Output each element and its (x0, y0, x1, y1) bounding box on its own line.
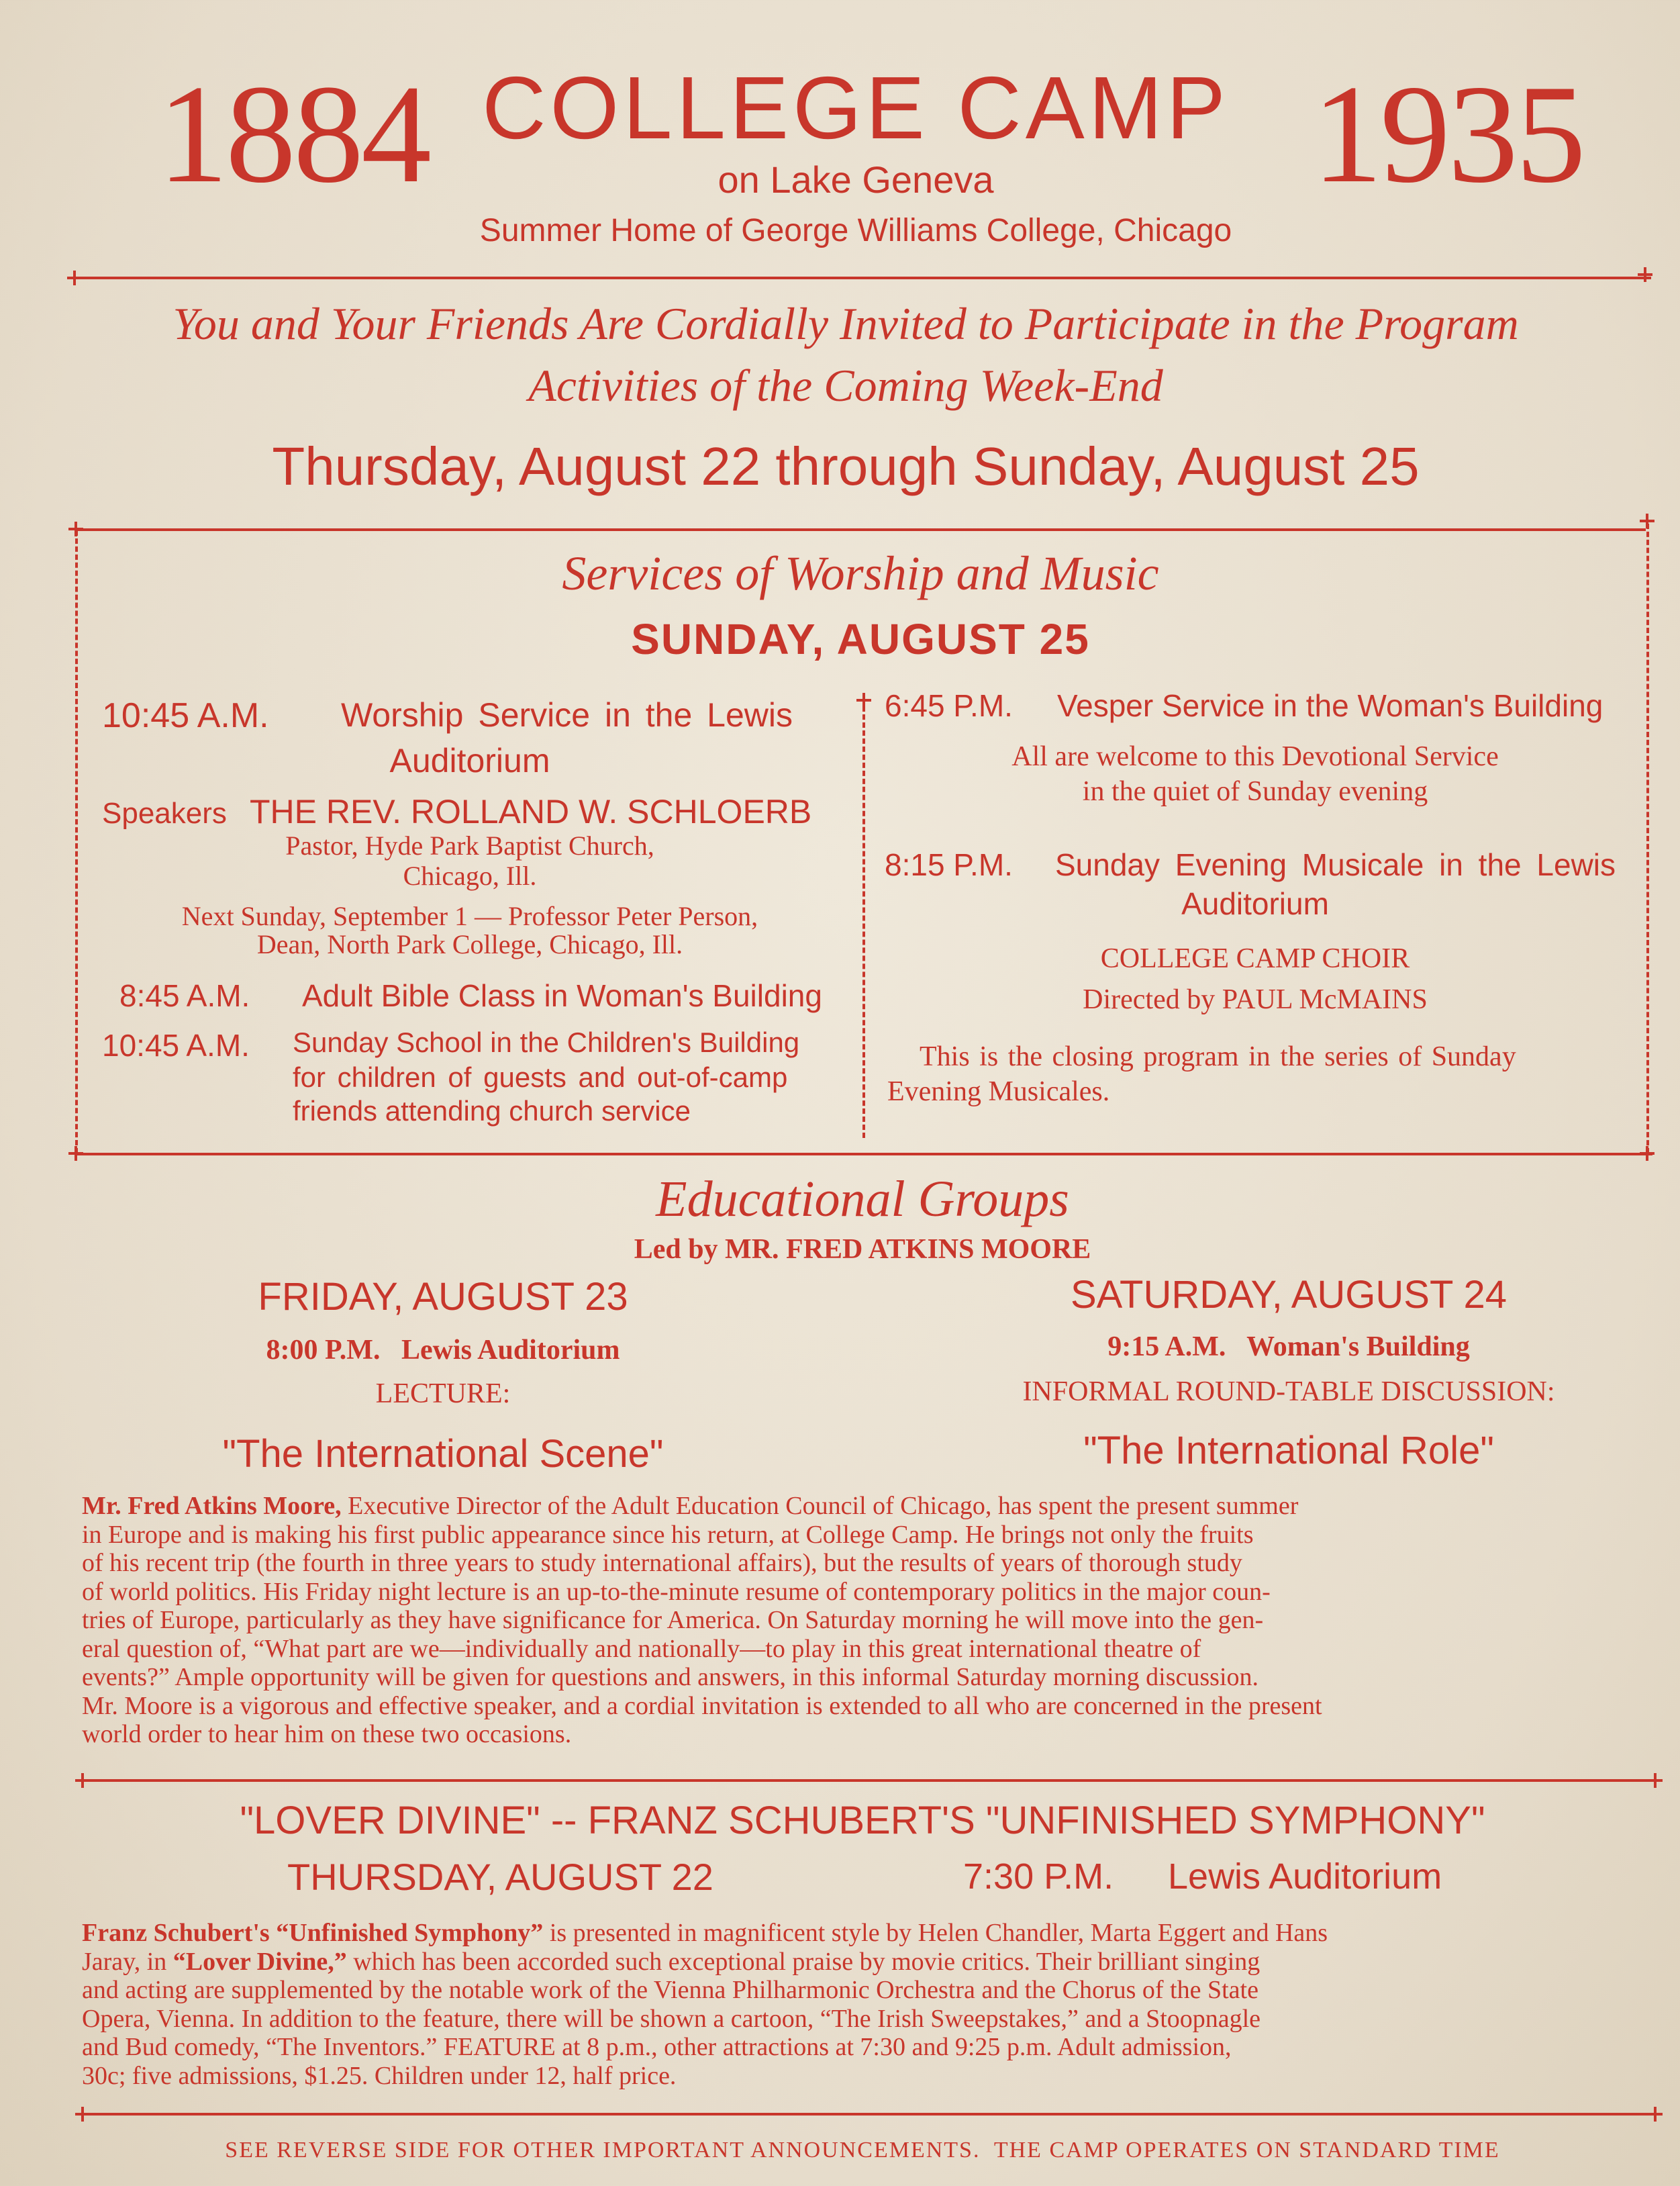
worship-title-3b: for children of guests and out-of-camp (293, 1061, 788, 1093)
education-para-lead: Mr. Fred Atkins Moore, (82, 1492, 342, 1520)
divider-ornament (1648, 2107, 1663, 2122)
worship-heading: Services of Worship and Music (562, 546, 1159, 600)
education-para-line: of his recent trip (the fourth in three years to study international affairs), but the results of years of thorough study (82, 1549, 1242, 1577)
film-para-lead: Franz Schubert's “Unfinished Symphony” (82, 1919, 544, 1947)
education-para-line: events?” Ample opportunity will be given for questions and answers, in this informal Saturday morning discussion. (82, 1663, 1259, 1691)
education-para-line: of world politics. His Friday night lecture is an up-to-the-minute resume of contemporary politics in the major coun- (82, 1577, 1271, 1606)
film-para-bold: “Lover Divine,” (172, 1947, 347, 1976)
column-divider (862, 698, 865, 1138)
event-dates: Thursday, August 22 through Sunday, August 25 (272, 436, 1420, 496)
film-para-line: is presented in magnificent style by Helen Chandler, Marta Eggert and Hans (543, 1919, 1328, 1947)
worship-title-2: Adult Bible Class in Woman's Building (302, 978, 822, 1013)
worship-title-1b: Auditorium (389, 742, 550, 779)
worship-day: SUNDAY, AUGUST 25 (631, 615, 1090, 663)
film-para-line: which has been accorded such exceptional praise by movie critics. Their brilliant singing (346, 1947, 1261, 1976)
speaker-role-2: Chicago, Ill. (403, 861, 537, 891)
speaker-role-1: Pastor, Hyde Park Baptist Church, (285, 830, 654, 861)
divider-ornament (75, 1773, 90, 1788)
education-para-line: Mr. Moore is a vigorous and effective speaker, and a cordial invitation is extended to all who are concerned in the present (82, 1691, 1322, 1720)
invite-line-1: You and Your Friends Are Cordially Invited to Participate in the Program (172, 298, 1519, 349)
closing-note-1: This is the closing program in the series of Sunday (920, 1041, 1516, 1072)
vesper-note-2: in the quiet of Sunday evening (1082, 776, 1428, 807)
friday-kind: LECTURE: (375, 1378, 511, 1409)
divider-ornament (75, 2107, 90, 2122)
speakers-label: Speakers (102, 797, 227, 830)
divider-bottom (82, 2113, 1656, 2116)
vesper-time: 6:45 P.M. (885, 688, 1013, 723)
film-para-line: and Bud comedy, “The Inventors.” FEATURE at 8 p.m., other attractions at 7:30 and 9:25 p.m. Adult admission, (82, 2033, 1232, 2061)
divider-ornament (67, 271, 82, 285)
invite-line-2: Activities of the Coming Week-End (528, 360, 1163, 411)
education-led-by: Led by MR. FRED ATKINS MOORE (634, 1234, 1091, 1265)
education-para-line: Executive Director of the Adult Education Council of Chicago, has spent the present summer (341, 1492, 1299, 1520)
footer-note: SEE REVERSE SIDE FOR OTHER IMPORTANT ANNOUNCEMENTS. THE CAMP OPERATES ON STANDARD TIME (225, 2138, 1500, 2163)
education-para-line: world order to hear him on these two occasions. (82, 1720, 572, 1748)
film-place: Lewis Auditorium (1168, 1856, 1442, 1897)
musicale-time: 8:15 P.M. (885, 847, 1013, 882)
page-title: COLLEGE CAMP (482, 58, 1230, 157)
divider-ornament (1638, 267, 1652, 282)
film-para-line: Opera, Vienna. In addition to the feature, there will be shown a cartoon, “The Irish Sweepstakes,” and a Stoopnagle (82, 2004, 1261, 2033)
musicale-title: Sunday Evening Musicale in the Lewis (1055, 847, 1616, 882)
vesper-title: Vesper Service in the Woman's Building (1057, 688, 1603, 723)
worship-time-1: 10:45 A.M. (102, 696, 269, 735)
film-title: "LOVER DIVINE" -- FRANZ SCHUBERT'S "UNFINISHED SYMPHONY" (240, 1799, 1485, 1842)
worship-time-3: 10:45 A.M. (102, 1028, 250, 1063)
film-para-line: 30c; five admissions, $1.25. Children under 12, half price. (82, 2061, 677, 2090)
film-para-line: and acting are supplemented by the notable work of the Vienna Philharmonic Orchestra and the Chorus of the State (82, 1976, 1258, 2004)
divider-middle (82, 1779, 1656, 1782)
closing-note-2: Evening Musicales. (887, 1076, 1110, 1107)
vesper-note-1: All are welcome to this Devotional Service (1011, 741, 1499, 772)
education-heading: Educational Groups (656, 1171, 1069, 1227)
divider-top (74, 277, 1651, 279)
choir-name: COLLEGE CAMP CHOIR (1100, 943, 1410, 974)
saturday-kind: INFORMAL ROUND-TABLE DISCUSSION: (1022, 1376, 1555, 1407)
choir-director: Directed by PAUL McMAINS (1083, 984, 1428, 1015)
next-sunday-1: Next Sunday, September 1 — Professor Peter Person, (181, 901, 758, 931)
worship-title-1: Worship Service in the Lewis (341, 696, 793, 734)
worship-title-3c: friends attending church service (293, 1095, 691, 1127)
education-para-line: tries of Europe, particularly as they have significance for America. On Saturday morning he will move into the gen- (82, 1606, 1264, 1634)
education-para-line: in Europe and is making his first public appearance since his return, at College Camp. He brings not only the fruits (82, 1520, 1254, 1549)
friday-date: FRIDAY, AUGUST 23 (258, 1275, 628, 1319)
worship-time-2: 8:45 A.M. (119, 978, 250, 1013)
subtitle-lake: on Lake Geneva (718, 158, 994, 201)
subtitle-home: Summer Home of George Williams College, Chicago (479, 213, 1232, 248)
film-para-line: Jaray, in (82, 1947, 173, 1976)
saturday-time-place: 9:15 A.M. Woman's Building (1107, 1331, 1470, 1362)
musicale-title-b: Auditorium (1181, 886, 1329, 921)
divider-ornament (1648, 1773, 1663, 1788)
friday-time-place: 8:00 P.M. Lewis Auditorium (266, 1335, 620, 1366)
year-left: 1884 (158, 56, 429, 212)
education-para-line: eral question of, “What part are we—individually and nationally—to play in this great international theatre of (82, 1634, 1201, 1663)
year-right: 1935 (1312, 56, 1583, 212)
education-paragraph (82, 1492, 1659, 1749)
friday-topic: "The International Scene" (222, 1432, 664, 1476)
saturday-topic: "The International Role" (1083, 1429, 1494, 1472)
worship-title-3a: Sunday School in the Children's Building (293, 1027, 800, 1058)
saturday-date: SATURDAY, AUGUST 24 (1070, 1273, 1508, 1317)
film-date: THURSDAY, AUGUST 22 (287, 1856, 713, 1898)
next-sunday-2: Dean, North Park College, Chicago, Ill. (256, 929, 683, 959)
speaker-name: THE REV. ROLLAND W. SCHLOERB (250, 793, 812, 830)
film-paragraph (82, 1919, 1659, 2090)
film-time: 7:30 P.M. (963, 1856, 1114, 1897)
